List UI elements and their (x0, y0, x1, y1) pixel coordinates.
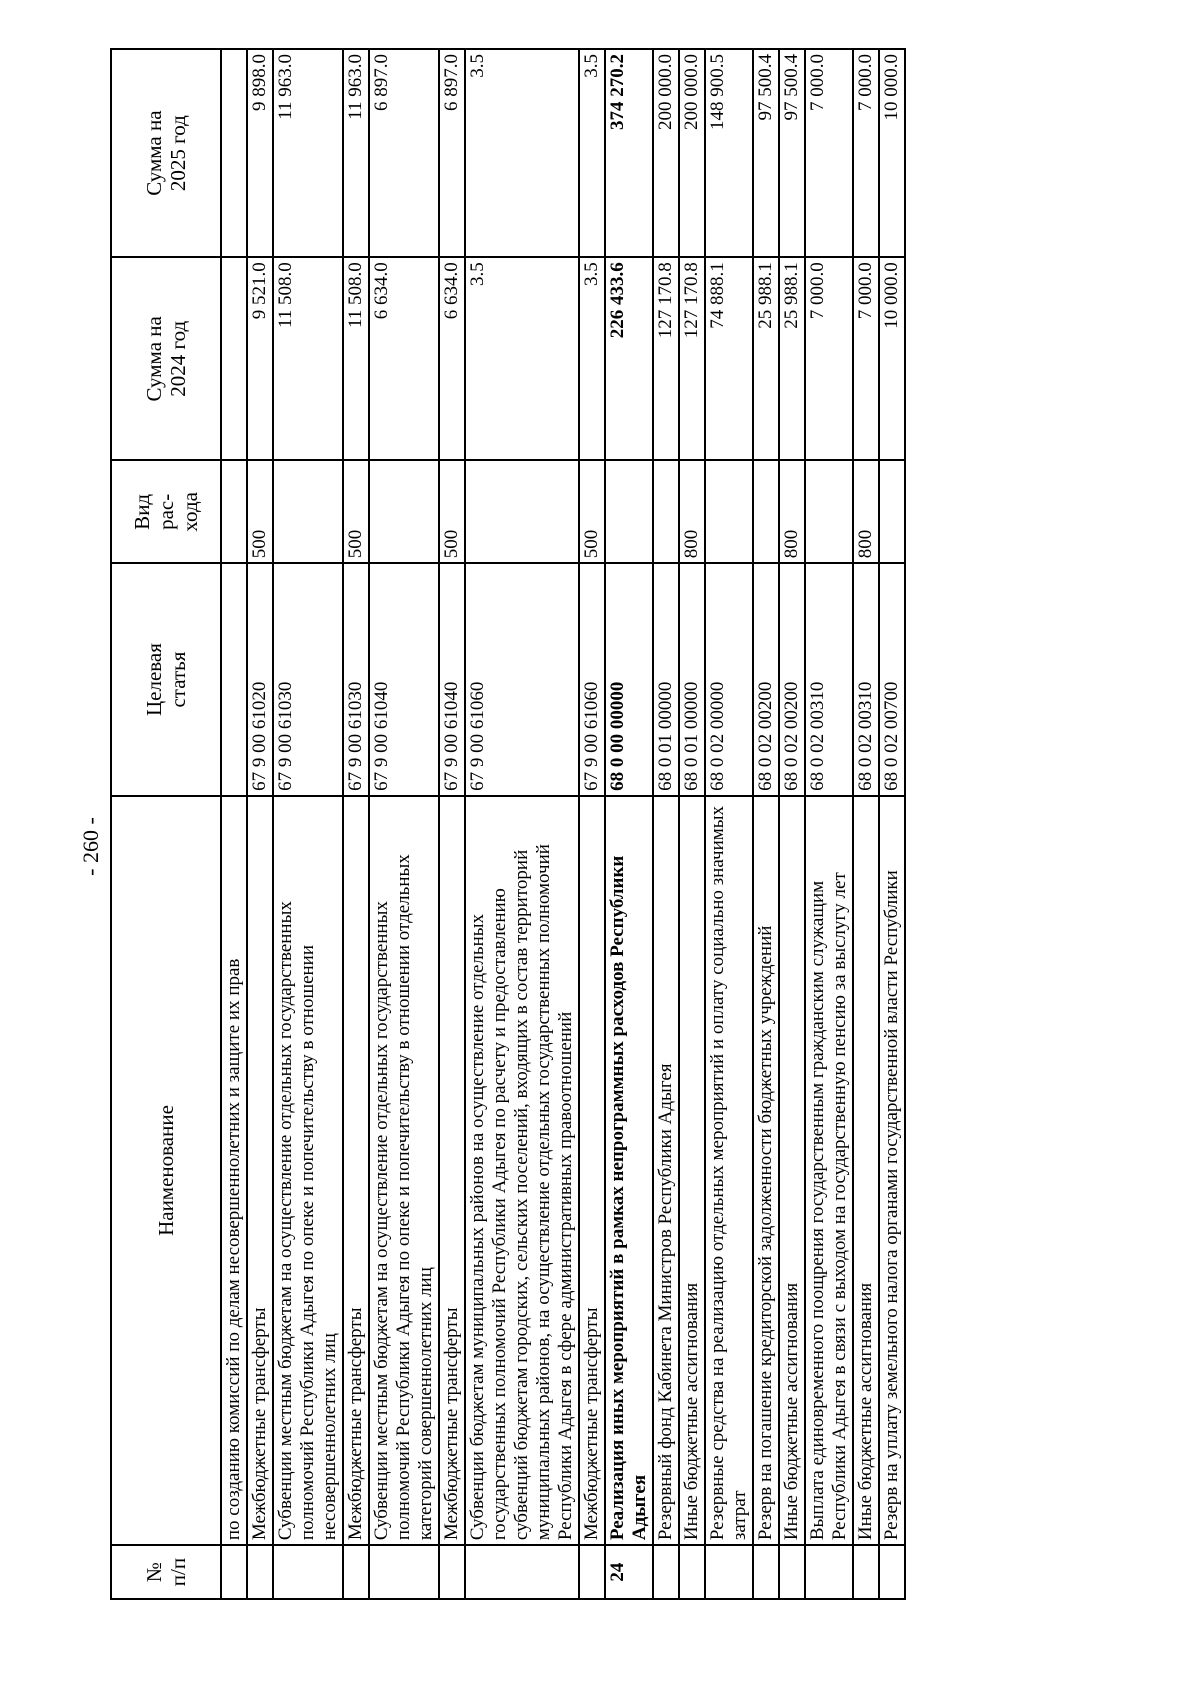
table-row (439, 49, 465, 1599)
table-row (247, 49, 273, 1599)
table-row (753, 49, 779, 1599)
budget-table (110, 48, 906, 1600)
row-num (853, 1545, 879, 1599)
row-sum-2024: 127 170.8 (653, 257, 679, 460)
row-sum-2025: 11 963.0 (343, 49, 369, 257)
row-sum-2024: 226 433.6 (605, 257, 653, 460)
row-sum-2024: 10 000.0 (879, 257, 905, 460)
row-num (465, 1545, 579, 1599)
row-sum-2024: 6 634.0 (439, 257, 465, 460)
row-expense-type (465, 460, 579, 563)
row-name: Резерв на погашение кредиторской задолженности бюджетных учреждений (753, 796, 779, 1545)
row-sum-2024: 3.5 (579, 257, 605, 460)
row-sum-2024: 3.5 (465, 257, 579, 460)
row-expense-type: 500 (439, 460, 465, 563)
row-name: Выплата единовременного поощрения государственным гражданским служащим Республики Адыгея в связи с выходом на государственную пенсию за выслугу лет (805, 796, 853, 1545)
table-row (805, 49, 853, 1599)
row-sum-2025: 10 000.0 (879, 49, 905, 257)
row-name: Резерв на уплату земельного налога органами государственной власти Республики (879, 796, 905, 1545)
row-article: 67 9 00 61060 (465, 563, 579, 796)
row-sum-2025: 3.5 (465, 49, 579, 257)
row-num (705, 1545, 753, 1599)
row-article: 67 9 00 61030 (343, 563, 369, 796)
row-article: 67 9 00 61040 (369, 563, 439, 796)
row-article: 68 0 02 00700 (879, 563, 905, 796)
row-expense-type: 800 (779, 460, 805, 563)
row-name: Резервные средства на реализацию отдельных мероприятий и оплату социально значимых затрат (705, 796, 753, 1545)
row-expense-type (653, 460, 679, 563)
row-name: Межбюджетные трансферты (579, 796, 605, 1545)
row-sum-2024: 25 988.1 (779, 257, 805, 460)
header-name: Наименование (111, 796, 221, 1545)
table-row (221, 49, 247, 1599)
row-sum-2024: 127 170.8 (679, 257, 705, 460)
row-expense-type (805, 460, 853, 563)
row-num (343, 1545, 369, 1599)
row-article: 68 0 01 00000 (653, 563, 679, 796)
header-article: Целевая статья (111, 563, 221, 796)
row-num (753, 1545, 779, 1599)
row-num (273, 1545, 343, 1599)
row-name: Субвенции местным бюджетам на осуществление отдельных государственных полномочий Республики Адыгея по опеке и попечительству в отношении несовершеннолетних лиц (273, 796, 343, 1545)
row-article: 67 9 00 61040 (439, 563, 465, 796)
page-number: - 260 - (78, 817, 103, 876)
row-name: Иные бюджетные ассигнования (853, 796, 879, 1545)
row-article: 68 0 02 00000 (705, 563, 753, 796)
header-sum-2025: Сумма на 2025 год (111, 49, 221, 257)
row-article: 68 0 02 00200 (779, 563, 805, 796)
row-expense-type: 800 (679, 460, 705, 563)
row-sum-2025: 11 963.0 (273, 49, 343, 257)
row-sum-2025: 6 897.0 (439, 49, 465, 257)
row-name: Иные бюджетные ассигнования (679, 796, 705, 1545)
row-name: Иные бюджетные ассигнования (779, 796, 805, 1545)
row-sum-2025 (221, 49, 247, 257)
row-expense-type (369, 460, 439, 563)
row-sum-2025: 6 897.0 (369, 49, 439, 257)
row-expense-type (605, 460, 653, 563)
header-num: № п/п (111, 1545, 221, 1599)
row-sum-2025: 200 000.0 (653, 49, 679, 257)
row-sum-2024 (221, 257, 247, 460)
row-article: 68 0 01 00000 (679, 563, 705, 796)
row-num (653, 1545, 679, 1599)
row-num (221, 1545, 247, 1599)
table-body (221, 49, 905, 1599)
row-sum-2025: 3.5 (579, 49, 605, 257)
table-row (705, 49, 753, 1599)
row-name: Субвенции местным бюджетам на осуществление отдельных государственных полномочий Республики Адыгея по опеке и попечительству в отношении отдельных категорий совершеннолетних лиц (369, 796, 439, 1545)
header-sum-2024: Сумма на 2024 год (111, 257, 221, 460)
row-num (679, 1545, 705, 1599)
row-sum-2025: 200 000.0 (679, 49, 705, 257)
row-num (805, 1545, 853, 1599)
row-sum-2024: 7 000.0 (805, 257, 853, 460)
row-sum-2025: 148 900.5 (705, 49, 753, 257)
row-name: Межбюджетные трансферты (343, 796, 369, 1545)
row-expense-type (273, 460, 343, 563)
table-row (853, 49, 879, 1599)
row-expense-type: 500 (579, 460, 605, 563)
row-expense-type: 800 (853, 460, 879, 563)
row-expense-type (221, 460, 247, 563)
row-sum-2025: 97 500.4 (753, 49, 779, 257)
table-row (879, 49, 905, 1599)
row-article: 68 0 02 00310 (805, 563, 853, 796)
row-sum-2024: 74 888.1 (705, 257, 753, 460)
row-expense-type: 500 (247, 460, 273, 563)
row-article: 67 9 00 61030 (273, 563, 343, 796)
row-sum-2024: 11 508.0 (273, 257, 343, 460)
row-name: по созданию комиссий по делам несовершеннолетних и защите их прав (221, 796, 247, 1545)
table-row (369, 49, 439, 1599)
row-article: 68 0 02 00200 (753, 563, 779, 796)
row-name: Реализация иных мероприятий в рамках непрограммных расходов Республики Адыгея (605, 796, 653, 1545)
table-row (273, 49, 343, 1599)
table-header (111, 49, 221, 1599)
row-num (439, 1545, 465, 1599)
row-expense-type: 500 (343, 460, 369, 563)
row-sum-2024: 7 000.0 (853, 257, 879, 460)
table-row (779, 49, 805, 1599)
row-expense-type (879, 460, 905, 563)
row-name: Резервный фонд Кабинета Министров Республики Адыгея (653, 796, 679, 1545)
row-article (221, 563, 247, 796)
row-num (579, 1545, 605, 1599)
table-row (653, 49, 679, 1599)
header-expense-type: Вид рас- хода (111, 460, 221, 563)
row-sum-2025: 7 000.0 (853, 49, 879, 257)
row-name: Субвенции бюджетам муниципальных районов на осуществление отдельных государственных полномочий Республики Адыгея по расчету и предоставлению субвенций бюджетам городских, сельских поселений, входящих в состав территорий муниципальных районов, на осуществление отдельных государственных полномочий Республики Адыгея в сфере административных правоотношений (465, 796, 579, 1545)
row-expense-type (705, 460, 753, 563)
row-num (247, 1545, 273, 1599)
row-expense-type (753, 460, 779, 563)
row-sum-2024: 9 521.0 (247, 257, 273, 460)
row-article: 67 9 00 61060 (579, 563, 605, 796)
row-num: 24 (605, 1545, 653, 1599)
row-num (369, 1545, 439, 1599)
row-sum-2024: 11 508.0 (343, 257, 369, 460)
row-article: 68 0 00 00000 (605, 563, 653, 796)
row-article: 68 0 02 00310 (853, 563, 879, 796)
row-article: 67 9 00 61020 (247, 563, 273, 796)
row-num (779, 1545, 805, 1599)
row-num (879, 1545, 905, 1599)
row-name: Межбюджетные трансферты (247, 796, 273, 1545)
row-sum-2025: 7 000.0 (805, 49, 853, 257)
row-sum-2024: 25 988.1 (753, 257, 779, 460)
row-sum-2025: 97 500.4 (779, 49, 805, 257)
table-row (579, 49, 605, 1599)
row-sum-2025: 374 270.2 (605, 49, 653, 257)
row-name: Межбюджетные трансферты (439, 796, 465, 1545)
table-row (465, 49, 579, 1599)
table-row (343, 49, 369, 1599)
table-row (679, 49, 705, 1599)
table-row (605, 49, 653, 1599)
row-sum-2025: 9 898.0 (247, 49, 273, 257)
row-sum-2024: 6 634.0 (369, 257, 439, 460)
